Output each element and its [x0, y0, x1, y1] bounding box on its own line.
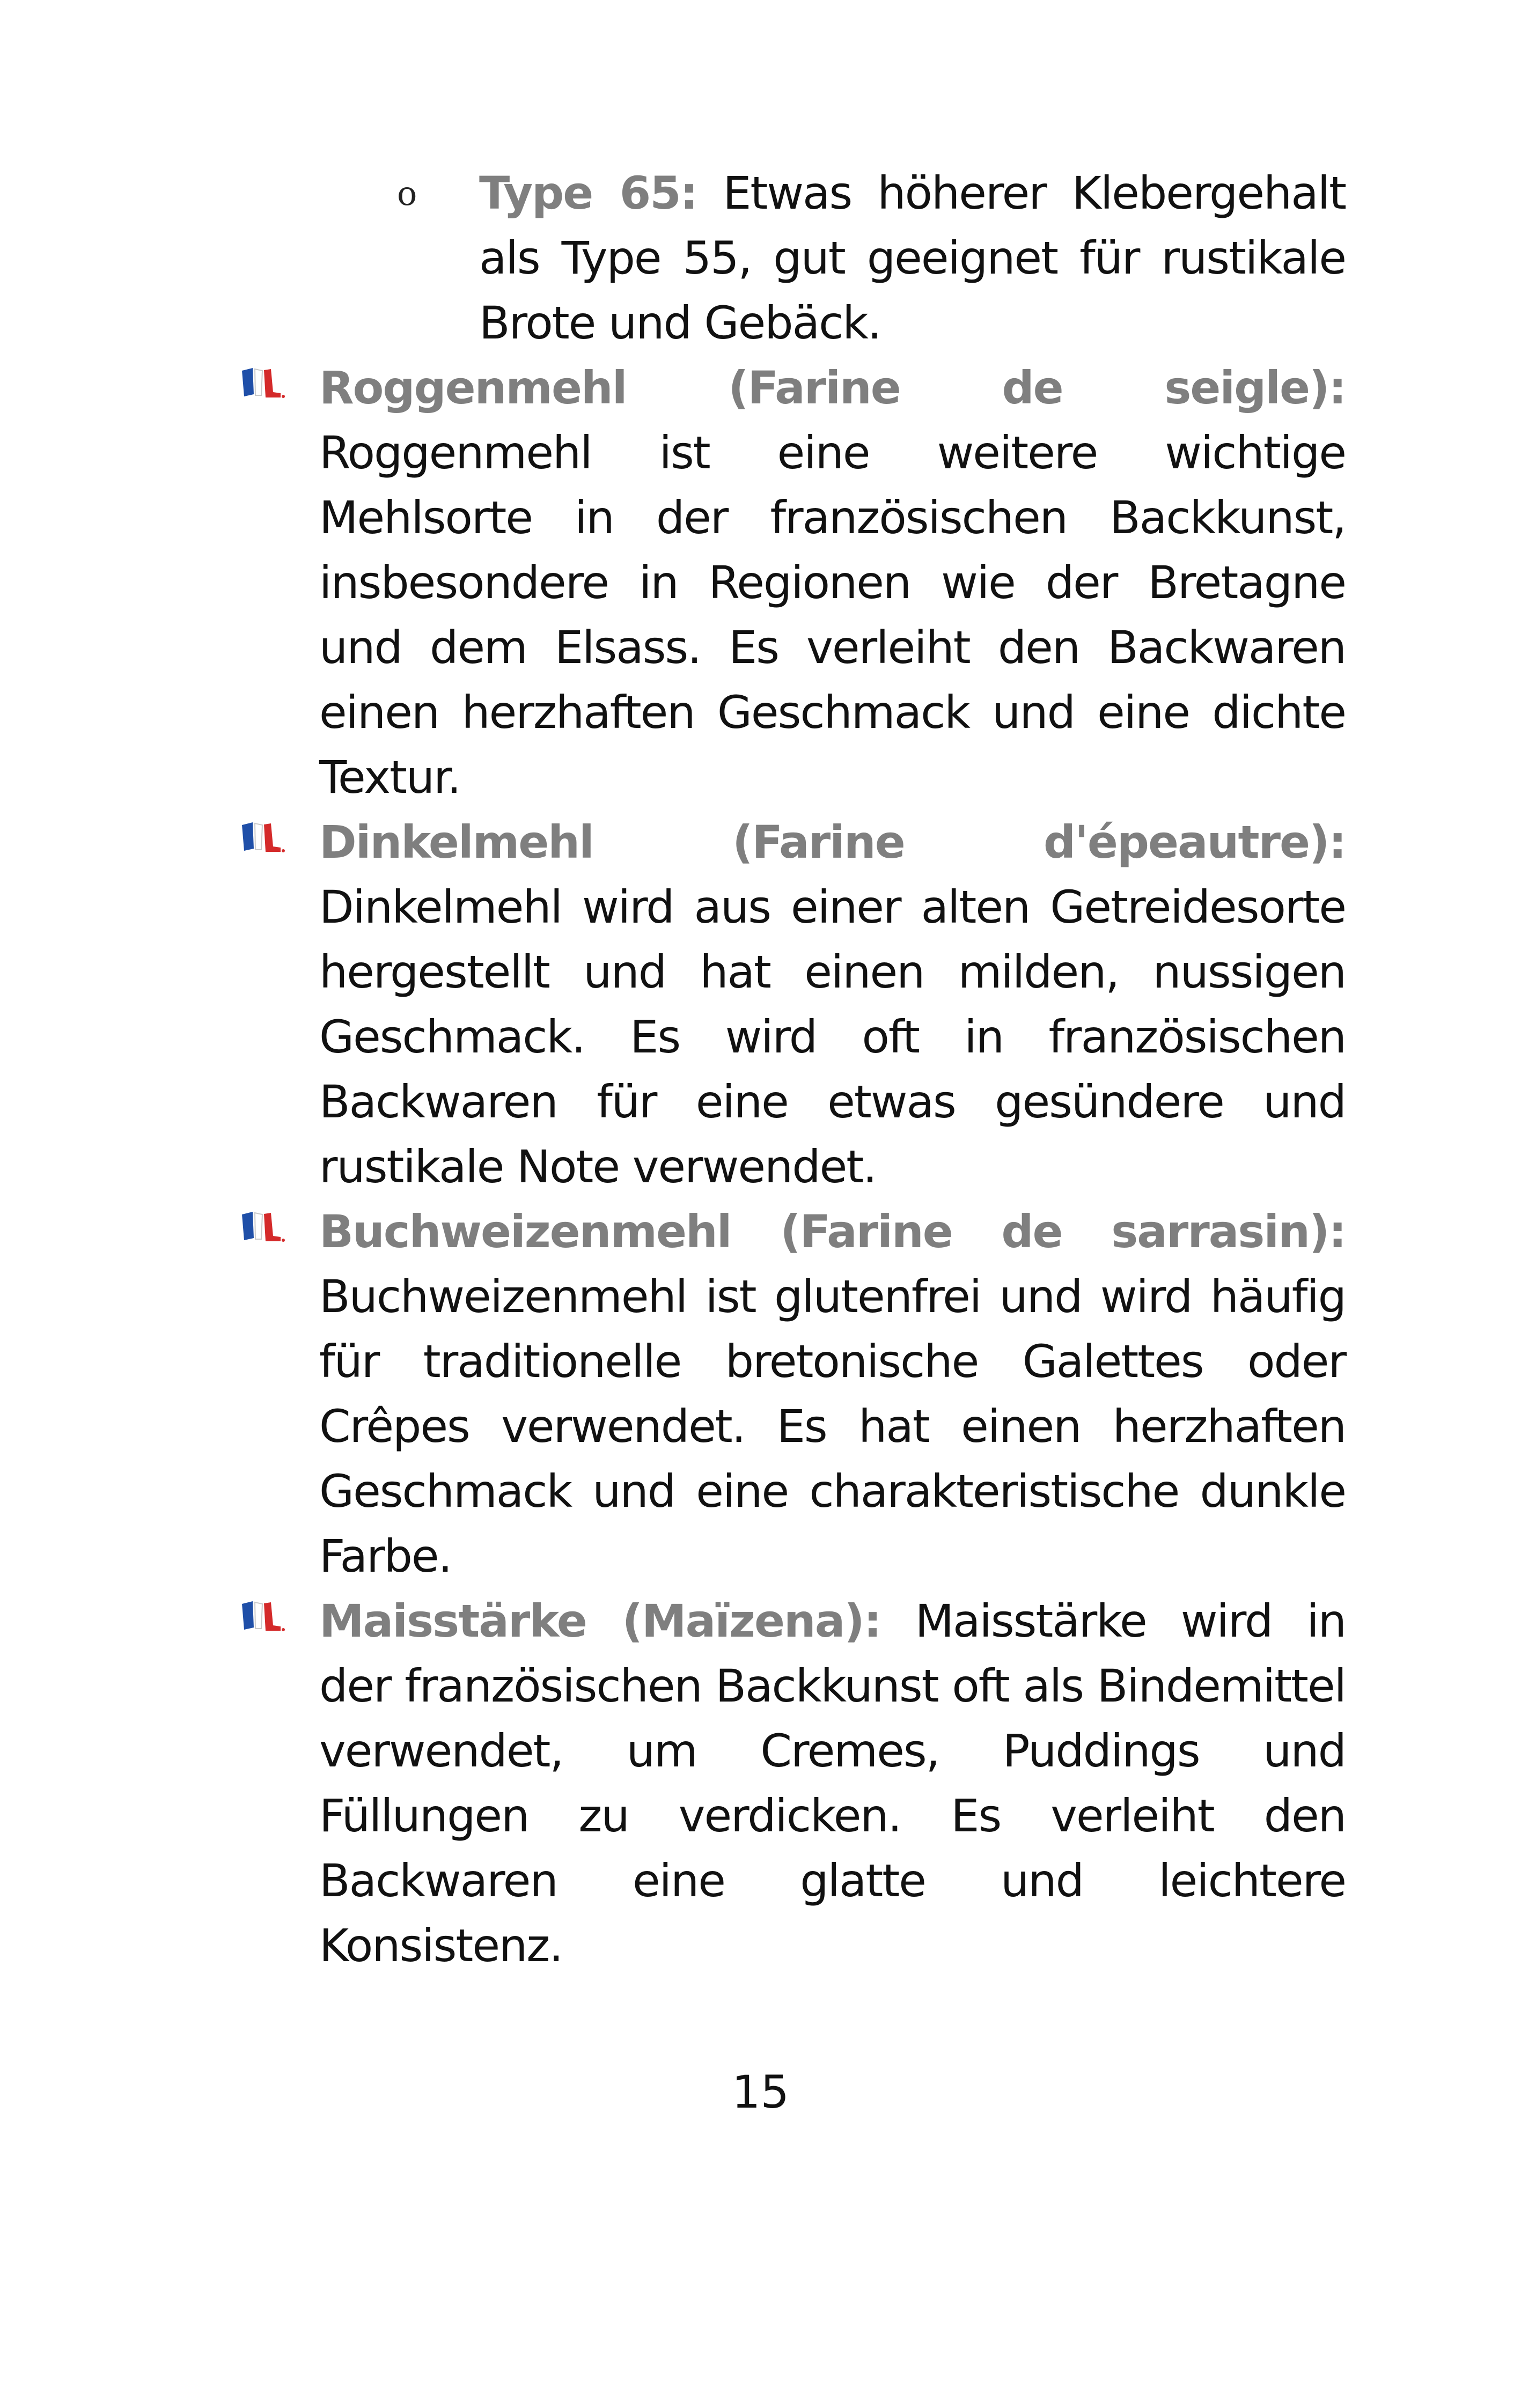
list-item-paragraph	[319, 1589, 1346, 1978]
france-flag-icon	[238, 1600, 286, 1633]
list-item-paragraph	[319, 810, 1346, 1199]
term-label: Roggenmehl (Farine de seigle):	[319, 362, 1346, 414]
term-description: Maisstärke wird in der französischen Backkunst oft als Bindemittel verwendet, um Cremes, Puddings und Füllungen zu verdicken. Es verleiht den Backwaren eine glatte und leichtere Konsistenz.	[319, 1595, 1346, 1972]
list-item-roggenmehl	[319, 356, 1346, 810]
list-item-dinkelmehl	[319, 810, 1346, 1199]
list-item-paragraph	[319, 1199, 1346, 1589]
term-description: Etwas höherer Klebergehalt als Type 55, gut geeignet für rustikale Brote und Gebäck.	[479, 167, 1346, 349]
term-label: Type 65:	[479, 167, 697, 219]
list-item-maisstaerke	[319, 1589, 1346, 1978]
france-flag-icon	[238, 1210, 286, 1243]
circle-bullet-icon: o	[397, 174, 417, 213]
flour-types-list	[319, 356, 1346, 1978]
term-description: Buchweizenmehl ist glutenfrei und wird häufig für traditionelle bretonische Galettes oder Crêpes verwendet. Es hat einen herzhaften Geschmack und eine charakteristische dunkle Farbe.	[319, 1270, 1346, 1582]
sub-list-item-paragraph	[479, 161, 1346, 356]
term-description: Dinkelmehl wird aus einer alten Getreidesorte hergestellt und hat einen milden, nussigen Geschmack. Es wird oft in französischen Backwaren für eine etwas gesündere und rustikale Note verwendet.	[319, 881, 1346, 1193]
sub-list-item-type-65	[479, 161, 1346, 356]
term-label: Buchweizenmehl (Farine de sarrasin):	[319, 1205, 1346, 1258]
list-item-paragraph	[319, 356, 1346, 810]
france-flag-icon	[238, 366, 286, 400]
term-label: Dinkelmehl (Farine d'épeautre):	[319, 816, 1346, 868]
page-number: 15	[732, 2066, 789, 2118]
term-label: Maisstärke (Maïzena):	[319, 1595, 881, 1647]
france-flag-icon	[238, 821, 286, 854]
list-item-buchweizenmehl	[319, 1199, 1346, 1589]
term-description: Roggenmehl ist eine weitere wichtige Mehlsorte in der französischen Backkunst, insbesondere in Regionen wie der Bretagne und dem Elsass. Es verleiht den Backwaren einen herzhaften Geschmack und eine dichte Textur.	[319, 426, 1346, 804]
